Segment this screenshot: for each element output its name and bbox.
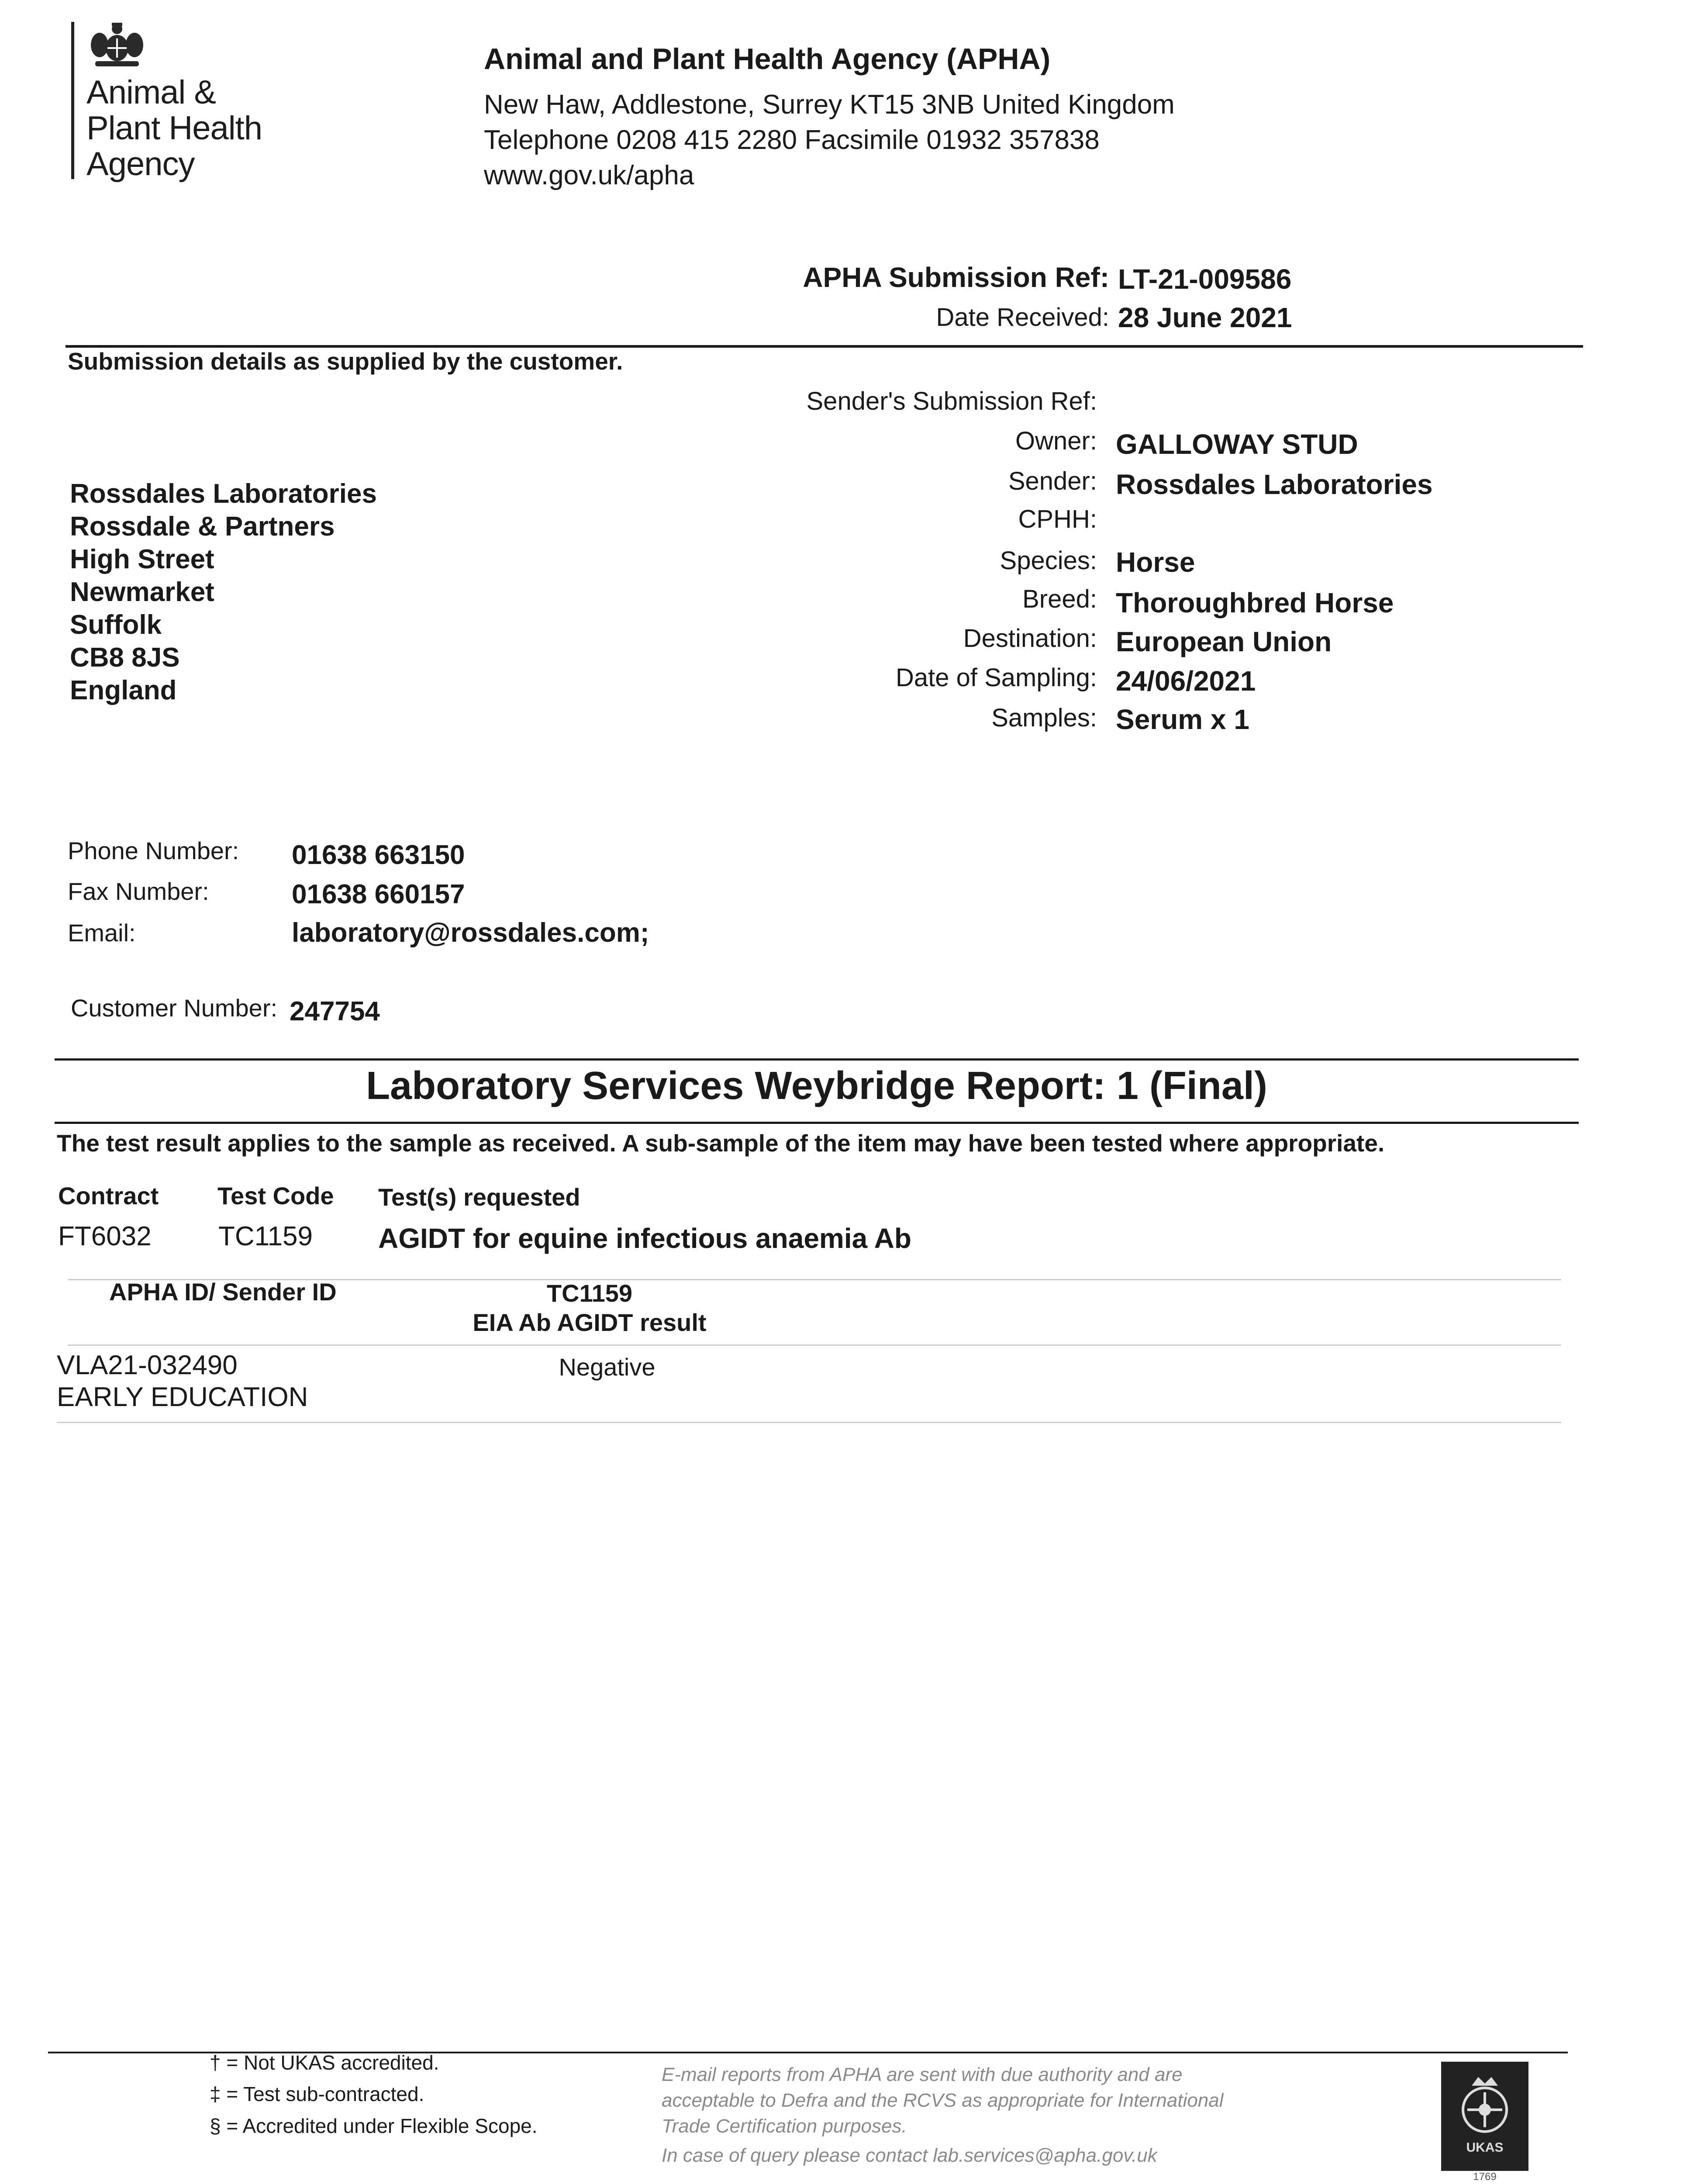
field-label: Samples: bbox=[991, 704, 1097, 732]
field-value: Rossdales Laboratories bbox=[1116, 469, 1433, 500]
ukas-badge bbox=[1441, 2062, 1528, 2171]
org-name: Animal and Plant Health Agency (APHA) bbox=[484, 42, 1051, 76]
footer-note-line: E-mail reports from APHA are sent with due authority and are bbox=[662, 2064, 1183, 2085]
logo-text-line3: Agency bbox=[86, 145, 195, 183]
field-value: Serum x 1 bbox=[1116, 704, 1249, 735]
footer-note-line: acceptable to Defra and the RCVS as appropriate for International bbox=[662, 2090, 1224, 2111]
report-title: Laboratory Services Weybridge Report: 1 (Final) bbox=[366, 1064, 1267, 1108]
email-value[interactable]: laboratory@rossdales.com; bbox=[292, 918, 649, 948]
field-label: CPHH: bbox=[1018, 505, 1097, 533]
ukas-crown-icon bbox=[1454, 2070, 1515, 2136]
footer-key-subcontracted: ‡ = Test sub-contracted. bbox=[210, 2083, 424, 2105]
field-label: Date of Sampling: bbox=[895, 663, 1097, 692]
field-value: European Union bbox=[1116, 626, 1332, 657]
field-value: GALLOWAY STUD bbox=[1116, 429, 1358, 460]
ukas-text: UKAS bbox=[1466, 2140, 1504, 2155]
date-received-value: 28 June 2021 bbox=[1118, 302, 1292, 333]
field-label: Breed: bbox=[1022, 585, 1097, 613]
tests-cell-test-code: TC1159 bbox=[218, 1221, 313, 1251]
address-line: Suffolk bbox=[70, 610, 162, 640]
report-top-rule bbox=[55, 1058, 1579, 1061]
fax-value: 01638 660157 bbox=[292, 879, 465, 909]
report-disclaimer: The test result applies to the sample as received. A sub-sample of the item may have been tested where appropriate. bbox=[57, 1130, 1385, 1157]
tests-header-contract: Contract bbox=[58, 1182, 159, 1209]
logo-text-line2: Plant Health bbox=[86, 110, 262, 147]
email-label: Email: bbox=[68, 919, 136, 947]
field-label: Sender: bbox=[1008, 467, 1097, 495]
footer-key-flexible-scope: § = Accredited under Flexible Scope. bbox=[210, 2115, 538, 2137]
field-label: Owner: bbox=[1015, 427, 1097, 455]
submission-ref-value: LT-21-009586 bbox=[1118, 263, 1292, 295]
field-label: Species: bbox=[1000, 546, 1097, 575]
footer-key-not-accredited: † = Not UKAS accredited. bbox=[210, 2051, 439, 2074]
field-label: Sender's Submission Ref: bbox=[806, 387, 1097, 415]
divider bbox=[68, 1344, 1561, 1346]
results-header-code: TC1159 bbox=[546, 1279, 633, 1307]
result-value: Negative bbox=[559, 1353, 655, 1381]
address-line: Rossdales Laboratories bbox=[70, 479, 377, 509]
tests-header-test-code: Test Code bbox=[217, 1182, 334, 1209]
customer-number-label: Customer Number: bbox=[71, 994, 278, 1022]
royal-crest-icon bbox=[86, 21, 148, 69]
phone-label: Phone Number: bbox=[68, 837, 239, 864]
field-value: Horse bbox=[1116, 546, 1195, 578]
tests-cell-requested: AGIDT for equine infectious anaemia Ab bbox=[378, 1223, 911, 1254]
logo-bar bbox=[71, 22, 74, 179]
org-address: New Haw, Addlestone, Surrey KT15 3NB United Kingdom bbox=[484, 90, 1175, 120]
field-label: Destination: bbox=[963, 624, 1097, 653]
address-line: CB8 8JS bbox=[70, 643, 180, 673]
submission-ref-label: APHA Submission Ref: bbox=[803, 262, 1109, 293]
report-bottom-rule bbox=[55, 1122, 1579, 1124]
address-line: Rossdale & Partners bbox=[70, 511, 335, 542]
tests-header-requested: Test(s) requested bbox=[378, 1183, 580, 1211]
result-sample-id: VLA21-032490 bbox=[57, 1350, 238, 1380]
org-website[interactable]: www.gov.uk/apha bbox=[484, 160, 694, 190]
tests-cell-contract: FT6032 bbox=[58, 1221, 152, 1251]
address-line: High Street bbox=[70, 544, 214, 574]
results-header-id: APHA ID/ Sender ID bbox=[109, 1278, 337, 1306]
logo-text-line1: Animal & bbox=[86, 74, 216, 111]
footer-note-line: Trade Certification purposes. bbox=[662, 2115, 907, 2137]
date-received-label: Date Received: bbox=[936, 303, 1109, 332]
divider bbox=[57, 1422, 1561, 1423]
results-header-test: EIA Ab AGIDT result bbox=[473, 1309, 707, 1336]
footer-contact-line[interactable]: In case of query please contact lab.services@apha.gov.uk bbox=[662, 2145, 1157, 2166]
fax-label: Fax Number: bbox=[68, 878, 209, 905]
field-value: 24/06/2021 bbox=[1116, 665, 1256, 697]
result-sample-name: EARLY EDUCATION bbox=[57, 1382, 308, 1412]
ukas-number: 1769 bbox=[1473, 2171, 1497, 2183]
phone-value: 01638 663150 bbox=[292, 840, 465, 870]
org-phone-fax: Telephone 0208 415 2280 Facsimile 01932 357838 bbox=[484, 125, 1100, 155]
address-line: Newmarket bbox=[70, 577, 214, 607]
details-heading: Submission details as supplied by the customer. bbox=[68, 348, 623, 375]
address-line: England bbox=[70, 675, 177, 705]
customer-number-value: 247754 bbox=[290, 996, 380, 1026]
field-value: Thoroughbred Horse bbox=[1116, 587, 1394, 619]
